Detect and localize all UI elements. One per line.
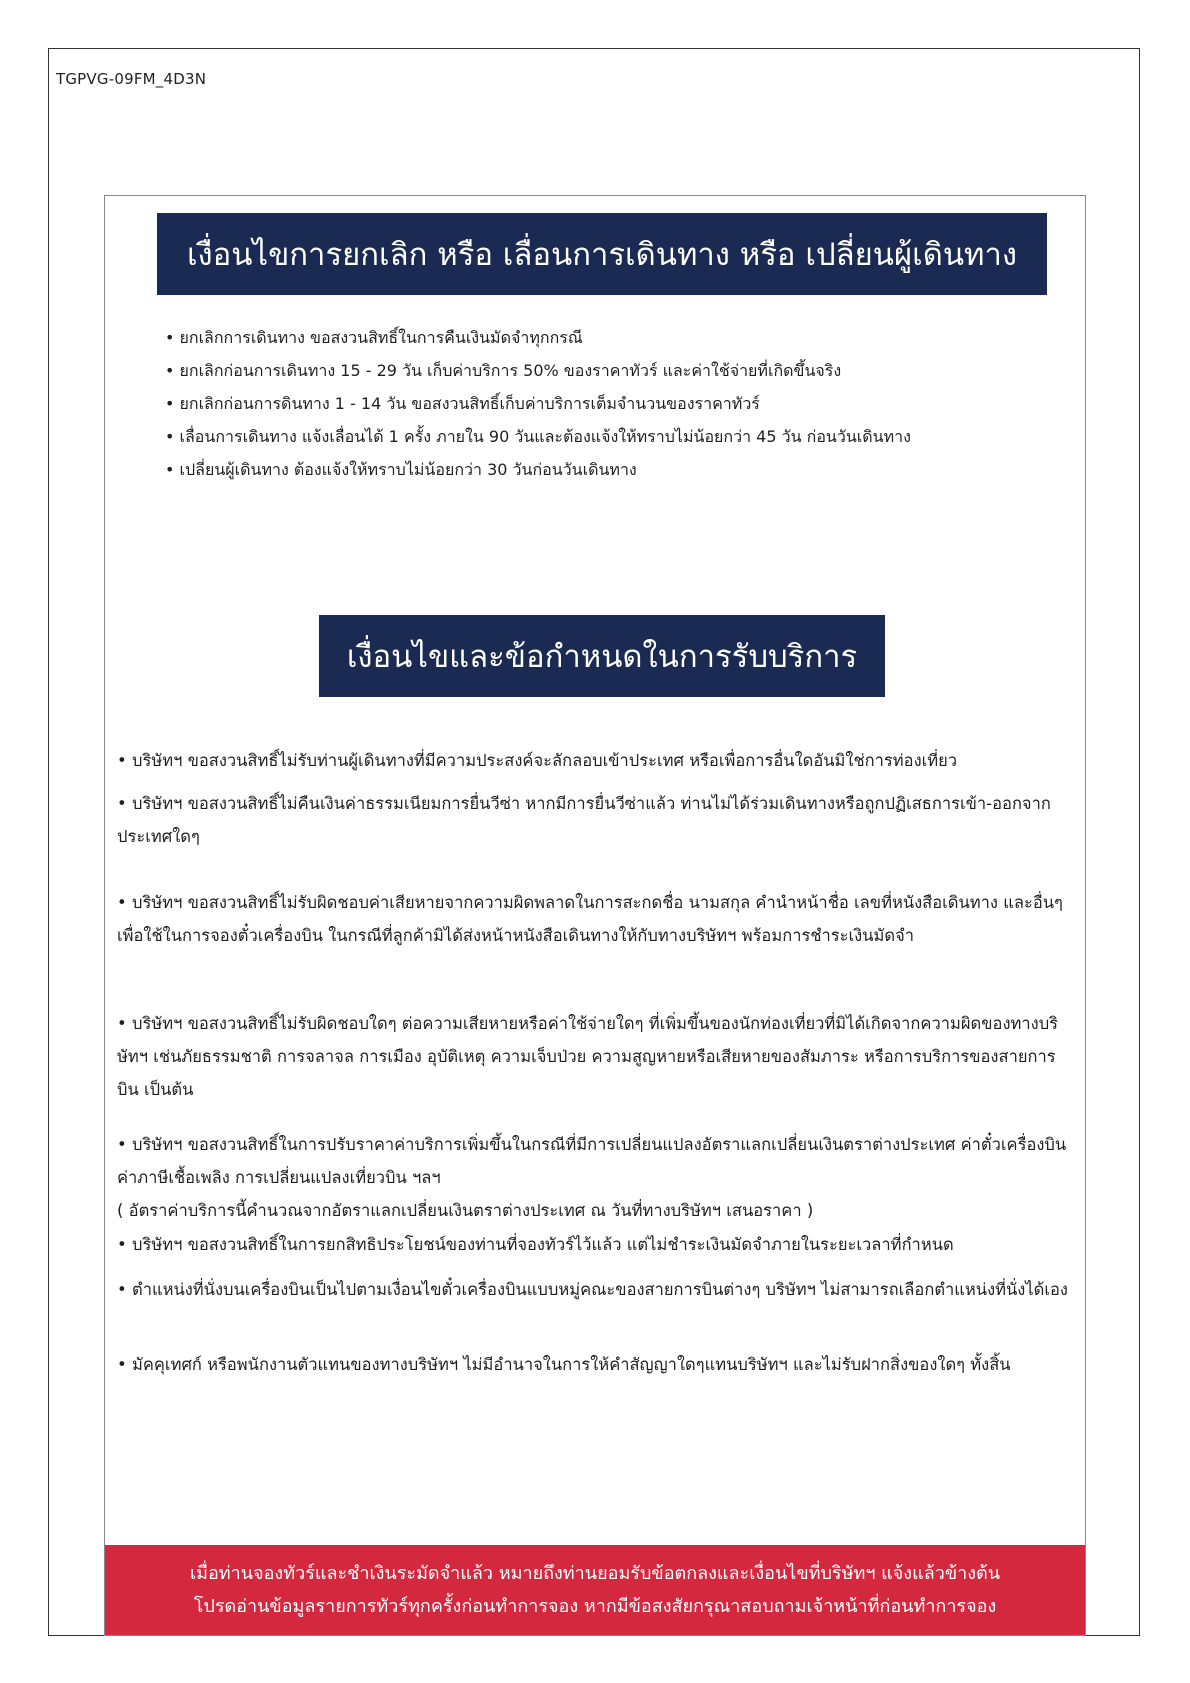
term-item: • บริษัทฯ ขอสงวนสิทธิ์ไม่คืนเงินค่าธรรมเนียมการยื่นวีซ่า หากมีการยื่นวีซ่าแล้ว ท่านไม่ได้ร่วมเดินทางหรือถูกปฏิเสธการเข้า-ออกจากประเทศใดๆ [117, 794, 1051, 846]
term-item: • มัคคุเทศก์ หรือพนักงานตัวแทนของทางบริษัทฯ ไม่มีอำนาจในการให้คำสัญญาใดๆแทนบริษัทฯ และไม่รับฝากสิ่งของใดๆ ทั้งสิ้น [117, 1355, 1011, 1374]
term-note: ( อัตราค่าบริการนี้คำนวณจากอัตราแลกเปลี่ยนเงินตราต่างประเทศ ณ วันที่ทางบริษัทฯ เสนอราคา ) [117, 1201, 814, 1220]
document-code: TGPVG-09FM_4D3N [56, 70, 207, 88]
footer-line-2: โปรดอ่านข้อมูลรายการทัวร์ทุกครั้งก่อนทำการจอง หากมีข้อสงสัยกรุณาสอบถามเจ้าหน้าที่ก่อนทำการจอง [193, 1596, 997, 1617]
list-item: • ยกเลิกก่อนการเดินทาง 15 - 29 วัน เก็บค่าบริการ 50% ของราคาทัวร์ และค่าใช้จ่ายที่เกิดขึ้นจริง [165, 361, 842, 380]
term-item: • บริษัทฯ ขอสงวนสิทธิ์ในการยกสิทธิประโยชน์ของท่านที่จองทัวร์ไว้แล้ว แต่ไม่ชำระเงินมัดจำภายในระยะเวลาที่กำหนด [117, 1235, 954, 1254]
list-item: • ยกเลิกก่อนการดินทาง 1 - 14 วัน ขอสงวนสิทธิ์เก็บค่าบริการเต็มจำนวนของราคาทัวร์ [165, 394, 760, 413]
term-item: • บริษัทฯ ขอสงวนสิทธิ์ไม่รับผิดชอบค่าเสียหายจากความผิดพลาดในการสะกดชื่อ นามสกุล คำนำหน้าชื่อ เลขที่หนังสือเดินทาง และอื่นๆ เพื่อใช้ในการจองตั๋วเครื่องบิน ในกรณีที่ลูกค้ามิได้ส่งหน้าหนังสือเดินทางให้กับทางบริษัทฯ พร้อมการชำระเงินมัดจำ [117, 893, 1063, 945]
footer-line-1: เมื่อท่านจองทัวร์และชำเงินระมัดจำแล้ว หมายถึงท่านยอมรับข้อตกลงและเงื่อนไขที่บริษัทฯ แจ้งแล้วข้างต้น [189, 1563, 1001, 1584]
service-terms-title-banner: เงื่อนไขและข้อกำหนดในการรับบริการ [319, 615, 885, 697]
term-item-with-note [117, 1128, 1077, 1227]
cancellation-policy-list [165, 330, 1045, 495]
term-item: • บริษัทฯ ขอสงวนสิทธิ์ไม่รับผิดชอบใดๆ ต่อความเสียหายหรือค่าใช้จ่ายใดๆ ที่เพิ่มขึ้นของนักท่องเที่ยวที่มิได้เกิดจากความผิดของทางบริษัทฯ เช่นภัยธรรมชาติ การจลาจล การเมือง อุบัติเหตุ ความเจ็บป่วย ความสูญหายหรือเสียหายของสัมภาระ หรือการบริการของสายการบิน เป็นต้น [117, 1014, 1059, 1099]
list-item: • เปลี่ยนผู้เดินทาง ต้องแจ้งให้ทราบไม่น้อยกว่า 30 วันก่อนวันเดินทาง [165, 460, 637, 479]
list-item: • ยกเลิกการเดินทาง ขอสงวนสิทธิ์ในการคืนเงินมัดจำทุกกรณี [165, 328, 583, 347]
list-item: • เลื่อนการเดินทาง แจ้งเลื่อนได้ 1 ครั้ง ภายใน 90 วันและต้องแจ้งให้ทราบไม่น้อยกว่า 45 วัน ก่อนวันเดินทาง [165, 427, 911, 446]
cancellation-title-banner: เงื่อนไขการยกเลิก หรือ เลื่อนการเดินทาง หรือ เปลี่ยนผู้เดินทาง [157, 213, 1047, 295]
term-item: • ตำแหน่งที่นั่งบนเครื่องบินเป็นไปตามเงื่อนไขตั๋วเครื่องบินแบบหมู่คณะของสายการบินต่างๆ บริษัทฯ ไม่สามารถเลือกตำแหน่งที่นั่งได้เอง [117, 1280, 1068, 1299]
booking-notice-footer [105, 1545, 1085, 1635]
terms-card [104, 195, 1086, 1636]
term-item: • บริษัทฯ ขอสงวนสิทธิ์ไม่รับท่านผู้เดินทางที่มีความประสงค์จะลักลอบเข้าประเทศ หรือเพื่อการอื่นใดอันมิใช่การท่องเที่ยว [117, 751, 958, 770]
term-item: • บริษัทฯ ขอสงวนสิทธิ์ในการปรับราคาค่าบริการเพิ่มขึ้นในกรณีที่มีการเปลี่ยนแปลงอัตราแลกเปลี่ยนเงินตราต่างประเทศ ค่าตั๋วเครื่องบินค่าภาษีเชื้อเพลิง การเปลี่ยนแปลงเที่ยวบิน ฯลฯ [117, 1135, 1067, 1187]
